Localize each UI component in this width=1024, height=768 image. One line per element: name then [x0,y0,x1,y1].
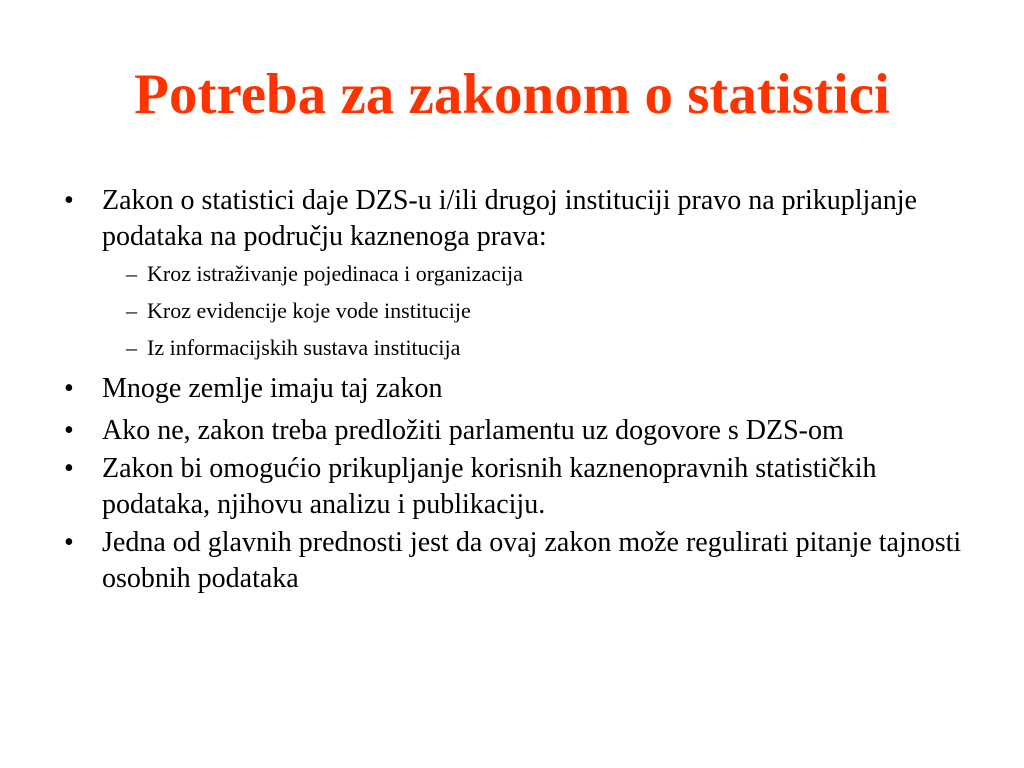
sub-bullet-marker: – [126,261,137,286]
bullet-text: Zakon o statistici daje DZS-u i/ili drugoj instituciji pravo na prikupljanje podataka na području kaznenoga prava: [102,185,917,252]
bullet-list [62,183,967,597]
slide-title: Potreba za zakonom o statistici [134,63,890,126]
bullet-item [62,183,967,255]
bullet-text: Mnoge zemlje imaju taj zakon [102,373,443,404]
sub-bullet-marker: – [126,298,137,323]
sub-bullet-text: Iz informacijskih sustava institucija [147,335,461,360]
bullet-item [62,371,967,407]
bullet-item [62,451,967,523]
bullet-text: Zakon bi omogućio prikupljanje korisnih kaznenopravnih statističkih podataka, njihovu analizu i publikaciju. [102,453,877,520]
bullet-marker: • [64,415,74,446]
sub-bullet-item [114,297,967,325]
bullet-item [62,525,967,597]
sub-bullet-item [114,260,967,288]
bullet-marker: • [64,185,74,216]
bullet-marker: • [64,453,74,484]
sub-bullet-item [114,334,967,362]
sub-bullet-marker: – [126,335,137,360]
sub-bullet-text: Kroz evidencije koje vode institucije [147,298,471,323]
sub-bullet-list [62,260,967,362]
sub-bullet-text: Kroz istraživanje pojedinaca i organizacija [147,261,523,286]
bullet-text: Jedna od glavnih prednosti jest da ovaj zakon može regulirati pitanje tajnosti osobnih podataka [102,527,962,594]
bullet-item [62,413,967,449]
bullet-marker: • [64,527,74,558]
bullet-marker: • [64,373,74,404]
bullet-text: Ako ne, zakon treba predložiti parlamentu uz dogovore s DZS-om [102,415,844,446]
